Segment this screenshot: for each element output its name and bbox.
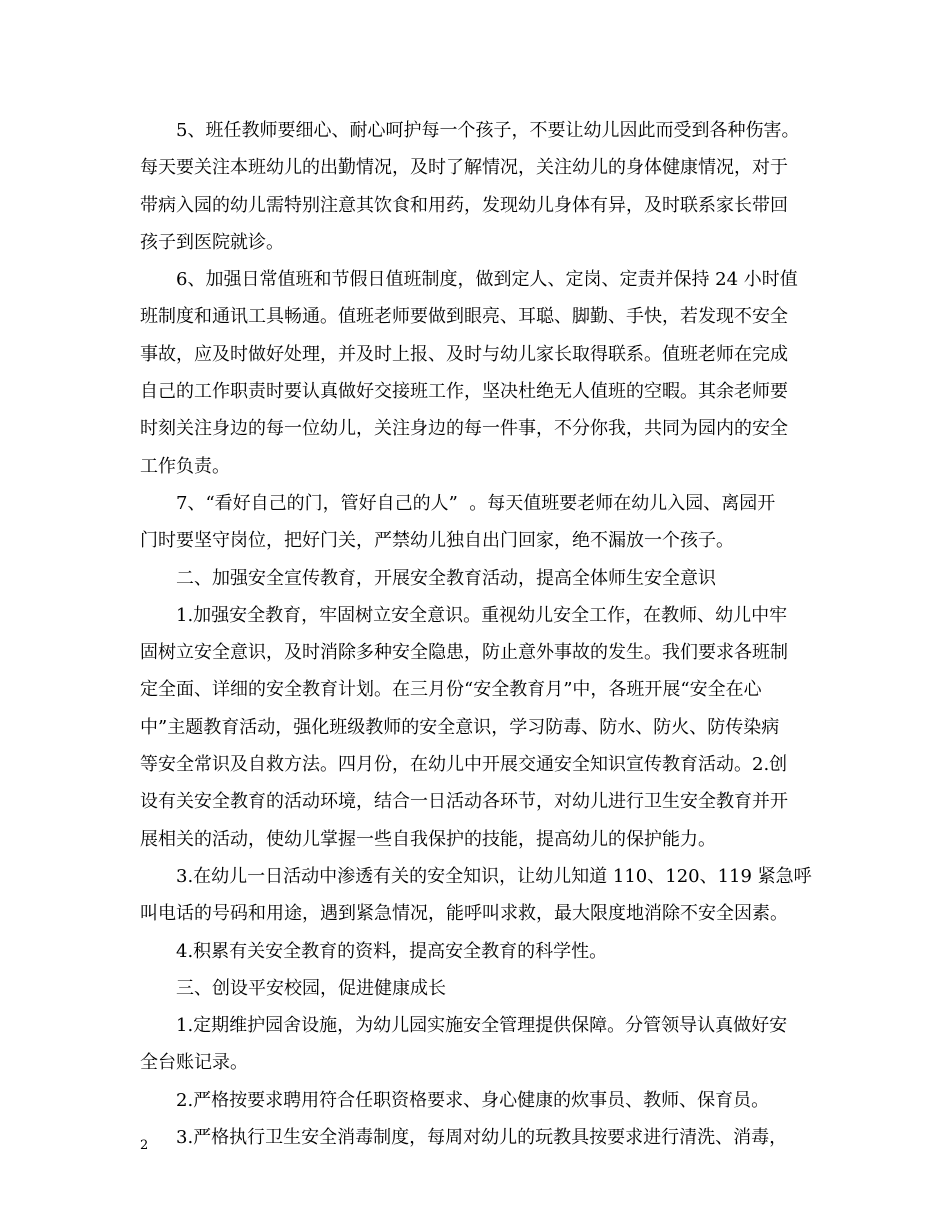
paragraph-line: 中”主题教育活动，强化班级教师的安全意识，学习防毒、防水、防火、防传染病	[140, 716, 780, 738]
paragraph	[140, 485, 816, 560]
paragraph-line: 5、班任教师要细心、耐心呵护每一个孩子，不要让幼儿因此而受到各种伤害。	[176, 120, 800, 141]
paragraph-line: 门时要坚守岗位，把好门关，严禁幼儿独自出门回家，绝不漏放一个孩子。	[140, 530, 734, 552]
paragraph-line: 每天要关注本班幼儿的出勤情况，及时了解情况，关注幼儿的身体健康情况，对于	[140, 157, 788, 179]
document-body	[140, 112, 816, 1156]
paragraph-line: 1.定期维护园舍设施，为幼儿园实施安全管理提供保障。分管领导认真做好安	[176, 1015, 788, 1037]
paragraph	[140, 1007, 816, 1082]
paragraph-line: 时刻关注身边的每一位幼儿，关注身边的每一件事，不分你我，共同为园内的安全	[140, 418, 788, 440]
paragraph-line: 设有关安全教育的活动环境，结合一日活动各环节，对幼儿进行卫生安全教育并开	[140, 791, 788, 813]
paragraph-line: 事故，应及时做好处理，并及时上报、及时与幼儿家长取得联系。值班老师在完成	[140, 343, 788, 365]
paragraph-line: 展相关的活动，使幼儿掌握一些自我保护的技能，提高幼儿的保护能力。	[140, 828, 716, 850]
paragraph-line: 3.严格执行卫生安全消毒制度，每周对幼儿的玩教具按要求进行清洗、消毒，	[176, 1127, 788, 1149]
paragraph-line: 叫电话的号码和用途，遇到紧急情况，能呼叫求救，最大限度地消除不安全因素。	[140, 903, 788, 925]
paragraph	[140, 261, 816, 485]
paragraph	[140, 1082, 816, 1119]
paragraph-line: 7、“看好自己的门，管好自己的人” 。每天值班要老师在幼儿入园、离园开	[176, 492, 776, 514]
paragraph	[140, 112, 816, 261]
paragraph-line: 全台账记录。	[140, 1052, 248, 1074]
paragraph-line: 定全面、详细的安全教育计划。在三月份“安全教育月”中，各班开展“安全在心	[140, 679, 762, 701]
paragraph-line: 6、加强日常值班和节假日值班制度，做到定人、定岗、定责并保持 24 小时值	[176, 269, 798, 291]
paragraph-line: 2.严格按要求聘用符合任职资格要求、身心健康的炊事员、教师、保育员。	[176, 1089, 770, 1111]
paragraph	[140, 1119, 816, 1156]
paragraph-line: 自己的工作职责时要认真做好交接班工作，坚决杜绝无人值班的空暇。其余老师要	[140, 381, 788, 403]
paragraph-line: 孩子到医院就诊。	[140, 231, 284, 253]
paragraph-line: 3.在幼儿一日活动中渗透有关的安全知识，让幼儿知道 110、120、119 紧急呼	[176, 865, 812, 887]
paragraph	[140, 970, 816, 1007]
paragraph-line: 固树立安全意识，及时消除多种安全隐患，防止意外事故的发生。我们要求各班制	[140, 642, 788, 664]
paragraph	[140, 858, 816, 933]
paragraph	[140, 597, 816, 858]
paragraph	[140, 933, 816, 970]
paragraph-line: 工作负责。	[140, 455, 230, 477]
paragraph-line: 三、创设平安校园，促进健康成长	[176, 977, 446, 999]
paragraph-line: 带病入园的幼儿需特别注意其饮食和用药，发现幼儿身体有异，及时联系家长带回	[140, 194, 788, 216]
paragraph-line: 等安全常识及自救方法。四月份，在幼儿中开展交通安全知识宣传教育活动。2.创	[140, 754, 788, 776]
paragraph	[140, 560, 816, 597]
paragraph-line: 班制度和通讯工具畅通。值班老师要做到眼亮、耳聪、脚勤、手快，若发现不安全	[140, 306, 788, 328]
paragraph-line: 二、加强安全宣传教育，开展安全教育活动，提高全体师生安全意识	[176, 567, 716, 589]
paragraph-line: 1.加强安全教育，牢固树立安全意识。重视幼儿安全工作，在教师、幼儿中牢	[176, 604, 788, 626]
paragraph-line: 4.积累有关安全教育的资料，提高安全教育的科学性。	[176, 940, 608, 962]
page-number: 2	[140, 1138, 149, 1153]
